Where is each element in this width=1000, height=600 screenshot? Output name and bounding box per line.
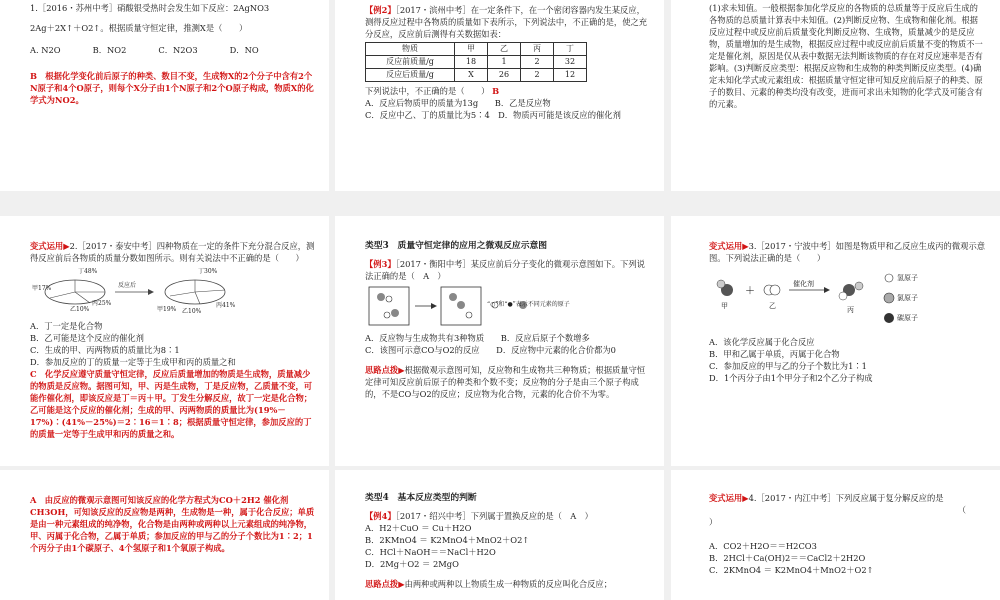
option-d: D．反应物中元素的化合价都为0 (496, 345, 616, 355)
pie1-label-yi: 乙10% (70, 306, 90, 313)
slide-3 (671, 0, 1000, 191)
option-a: A．H2＋CuO ＝ Cu＋H2O (365, 523, 472, 533)
tip-text: 根据微观示意图可知，反应物和生成物共三种物质；根据质量守恒定律可知反应前后原子的种类和个数不变；反应物的分子是由三个原子构成的，不是CO与O2的反应；反应物为化合物，元素的化合价不为零。 (365, 365, 646, 399)
table-cell: 乙 (488, 43, 521, 56)
micro-diagram (365, 285, 650, 329)
table-cell: X (455, 69, 488, 82)
slide-6 (671, 216, 1000, 466)
variant-label: 变式运用▶ (709, 493, 749, 503)
option-b: B．反应后原子个数增多 (500, 333, 590, 343)
label-bing: 丙 (847, 306, 854, 314)
answer-explanation: C 化学反应遵守质量守恒定律，反应后质量增加的物质是生成物，质量减少的物质是反应物。据图可知，甲、丙是生成物，丁是反应物，乙质量不变，可能作催化剂，即该反应是丁＝丙＋甲。丁发生分解反应，故丁一定是化合物；乙可能是这个反应的催化剂；生成的甲、丙两物质的质量比为(19%－17%)∶(41%－25%)＝2∶16＝1∶8；根据质量守恒定律，参加反应的丁的质量一定等于生成甲和丙的质量之和。 (30, 369, 313, 439)
table-cell: 反应后质量/g (366, 69, 455, 82)
type-label: 类型4 (365, 493, 389, 503)
option-d: D．NO (229, 45, 259, 55)
section-title: 基本反应类型的判断 (397, 493, 477, 503)
legend-hydrogen: 氢原子 (897, 274, 918, 282)
table-cell: 26 (488, 69, 521, 82)
example-question: ［2017・滨州中考］在一定条件下，在一个密闭容器内发生某反应，测得反应过程中各物质的质量如下表所示，下列说法中，不正确的是，使之充分反应，反应前后测得有关数据如表： (365, 5, 648, 39)
option-b: B．2HCl＋Ca(OH)2＝＝CaCl2＋2H2O (709, 553, 866, 563)
option-a: A．该化学反应属于化合反应 (709, 337, 815, 347)
option-d: D．参加反应的丁的质量一定等于生成甲和丙的质量之和 (30, 357, 236, 367)
legend-chlorine: 氯原子 (897, 294, 918, 302)
sub-question: 下列说法中，不正确的是（ ） (365, 86, 490, 96)
variant-question: 3.［2017・宁波中考］如图是物质甲和乙反应生成丙的微观示意图。下列说法正确的是（ ） (709, 241, 986, 263)
table-cell: 2 (521, 69, 554, 82)
table-cell: 1 (488, 56, 521, 69)
pie1-label-ding: 丁48% (78, 268, 98, 275)
option-a: A．丁一定是化合物 (30, 321, 103, 331)
pie2-label-ding: 丁30% (198, 268, 218, 275)
option-c: C．该图可示意CO与O2的反应 (365, 345, 480, 355)
slide-8 (335, 470, 664, 600)
option-b: B．乙可能是这个反应的催化剂 (30, 333, 144, 343)
type-label: 类型3 (365, 241, 389, 251)
option-c: C．HCl＋NaOH＝＝NaCl＋H2O (365, 547, 496, 557)
table-cell: 丙 (521, 43, 554, 56)
answer-letter: B (492, 86, 500, 96)
table-row (366, 69, 587, 82)
slide-4 (0, 216, 329, 466)
option-b: B．乙是反应物 (494, 98, 551, 108)
pie-charts-figure (30, 268, 315, 316)
table-cell: 2 (521, 56, 554, 69)
pie2-label-bing: 丙41% (216, 302, 236, 309)
pie2-label-jia: 甲19% (157, 306, 177, 313)
table-cell: 32 (554, 56, 587, 69)
table-cell: 甲 (455, 43, 488, 56)
table-cell: 丁 (554, 43, 587, 56)
option-d: D．1个丙分子由1个甲分子和2个乙分子构成 (709, 373, 873, 383)
example-question: ［2017・绍兴中考］下列属于置换反应的是（ A ） (395, 511, 593, 521)
catalyst-label: 催化剂 (793, 280, 814, 288)
slide-5 (335, 216, 664, 466)
option-a: A．反应物与生成物共有3种物质 (365, 333, 485, 343)
option-a: A. N2O (30, 45, 61, 55)
question-1-equation: 2Ag＋2X↑＋O2↑。根据质量守恒定律，推测X是（ ） (30, 23, 248, 33)
slide-9 (671, 470, 1000, 600)
option-d: D．2Mg＋O2 ＝ 2MgO (365, 559, 459, 569)
example-label: 【例3】 (365, 259, 396, 269)
option-b: B．NO2 (92, 45, 127, 55)
pie2-label-yi: 乙10% (182, 308, 202, 315)
slide-1 (0, 0, 329, 191)
option-c: C．2KMnO4 ＝ K2MnO4＋MnO2＋O2↑ (709, 565, 874, 575)
example-label: 【例2】 (365, 5, 396, 15)
molecule-figure (709, 270, 929, 328)
table-cell: 18 (455, 56, 488, 69)
option-b: B．2KMnO4 ＝ K2MnO4＋MnO2＋O2↑ (365, 535, 530, 545)
variant-question: 2.［2017・泰安中考］四种物质在一定的条件下充分混合反应，测得反应前后各物质的质量分数如图所示。则有关说法中不正确的是（ ） (30, 241, 315, 263)
option-c: C．反应中乙、丁的质量比为5∶4 (365, 110, 490, 120)
legend-carbon: 碳原子 (897, 314, 918, 322)
answer-explanation: B 根据化学变化前后原子的种类、数目不变，生成物X的2个分子中含有2个N原子和4个O原子，则每个X分子由1个N原子和2个O原子构成，物质X的化学式为NO2。 (30, 71, 314, 105)
option-b: B．甲和乙属于单质，丙属于化合物 (709, 349, 840, 359)
tip-label: 思路点拨▶ (365, 365, 405, 375)
variant-label: 变式运用▶ (30, 241, 70, 251)
svg-text:＋: ＋ (745, 286, 755, 297)
table-header-row (366, 43, 587, 56)
question-1-text: 1.［2016・苏州中考］硝酸银受热时会发生如下反应：2AgNO3 (30, 3, 270, 13)
pie-arrow-label: 反应后 (118, 282, 137, 289)
table-cell: 反应前质量/g (366, 56, 455, 69)
option-c: C．生成的甲、丙两物质的质量比为8∶1 (30, 345, 180, 355)
example-label: 【例4】 (365, 511, 396, 521)
answer-paren-close: ） (709, 517, 718, 527)
method-summary: (1)求未知值。一般根据参加化学反应的各物质的总质量等于反应后生成的各物质的总质量计算表中未知值。(2)判断反应物、生成物和催化剂。根据反应过程中或反应前后质量变化判断反应物、生成物，质量减少的是反应物，质量增加的是生成物，根据反应过程中或反应前后质量不变的物质不一定是催化剂，原因是仅从表中数据无法判断该物质的存在对反应速率是否有影响。(3)判断反应类型：根据反应物和生成物的种类判断反应类型。(4)确定未知化学式或元素组成：根据质量守恒定律可知反应前后原子的种类、原子的数目、元素的种类均没有改变，进而可求出未知物的化学式及可能含有的元素。 (709, 3, 983, 109)
variant-question: 4.［2017・内江中考］下列反应属于复分解反应的是 (748, 493, 944, 503)
section-title: 质量守恒定律的应用之微观反应示意图 (397, 241, 548, 251)
table-row (366, 56, 587, 69)
slide-7 (0, 470, 329, 600)
table-cell: 12 (554, 69, 587, 82)
data-table (365, 42, 587, 82)
slide-2 (335, 0, 664, 191)
label-jia: 甲 (721, 302, 728, 310)
tip-label: 思路点拨▶ (365, 579, 405, 589)
micro-legend: “○”和“●”表示不同元素的原子 (487, 301, 570, 308)
option-a: A．CO2＋H2O＝＝H2CO3 (709, 541, 817, 551)
option-a: A．反应后物质甲的质量为13g (365, 98, 479, 108)
option-d: D．物质丙可能是该反应的催化剂 (498, 110, 621, 120)
option-c: C．N2O3 (158, 45, 198, 55)
molecule-diagram (709, 270, 986, 328)
pie1-label-bing: 丙25% (92, 300, 112, 307)
label-yi: 乙 (769, 302, 776, 310)
option-c: C．参加反应的甲与乙的分子个数比为1∶1 (709, 361, 867, 371)
answer-explanation: A 由反应的微观示意图可知该反应的化学方程式为CO＋2H2 催化剂 CH3OH，可知该反应的反应物是两种，生成物是一种，属于化合反应；单质是由一种元素组成的纯净物，化合物是由两种或两种以上元素组成的纯净物，甲、丙属于化合物，乙属于单质；参加反应的甲与乙的分子个数比为1∶2；1个丙分子由1个碳原子、4个氢原子和1个氧原子构成。 (30, 495, 315, 553)
tip-text: 由两种或两种以上物质生成一种物质的反应叫化合反应； (404, 579, 613, 589)
question-1-options (30, 44, 315, 56)
variant-label: 变式运用▶ (709, 241, 749, 251)
pie1-label-jia: 甲17% (32, 285, 52, 292)
example-question: ［2017・衡阳中考］某反应前后分子变化的微观示意图如下。下列说法正确的是（ A ） (365, 259, 645, 281)
answer-paren-open: （ (957, 505, 966, 515)
table-cell: 物质 (366, 43, 455, 56)
